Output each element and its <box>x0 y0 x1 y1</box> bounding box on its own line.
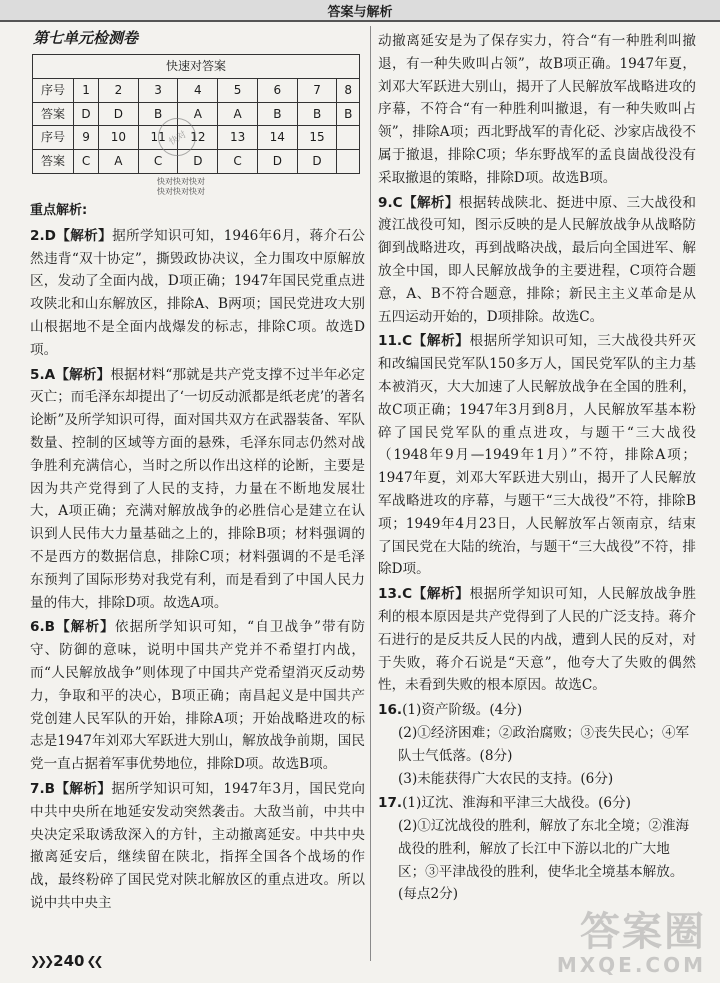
table-cell: 3 <box>138 78 178 102</box>
table-cell: 15 <box>297 126 337 150</box>
row-header: 答案 <box>33 150 74 174</box>
table-cell: A <box>218 102 258 126</box>
answer-letter: B <box>44 780 55 797</box>
table-cell: B <box>297 102 337 126</box>
answer-letter: C <box>392 194 403 211</box>
table-cell: B <box>337 102 360 126</box>
stamp-text: 快对 <box>167 129 189 148</box>
double-chevron-right-icon: ❯❯❯ <box>30 954 52 968</box>
explanation-text: 据所学知识可知，1947年3月，国民党向中共中央所在地延安发动突然袭击。大敌当前，中共中央决定采取诱敌深入的方针，主动撤离延安。中共中央撤离延安后，继续留在陕北，指挥全国各个战场的作战，最终粉碎了国民党对陕北解放区的重点进攻。所以说中共中央主 <box>30 780 366 911</box>
table-cell: D <box>99 102 139 126</box>
table-cell: 11 <box>138 126 178 150</box>
table-cell: 8 <box>337 78 360 102</box>
analysis-tag: 【解析】 <box>412 333 470 350</box>
explanation-item <box>30 364 365 615</box>
table-cell: C <box>218 150 258 174</box>
stamp-note <box>157 177 365 197</box>
table-cell: D <box>257 150 297 174</box>
explanation-text: 根据所学知识可知，三大战役共歼灭和改编国民党军队150多万人，国民党军队的主力基本被消灭，大大加速了人民解放战争在全国的胜利，故C项正确；1947年3月到8月，人民解放军基本粉碎了国民党军队的重点进攻，与题干“三大战役（1948年9月—1949年1月）”不符，排除A项；1947年夏，刘邓大军跃进大别山，揭开了人民解放军战略进攻的序幕，与题干“三大战役”不符，排除B项；1949年4月23日，人民解放军占领南京，结束了国民党在大陆的统治，与题干“三大战役”不符，排除D项。 <box>378 333 697 578</box>
answer-letter: A <box>44 366 56 383</box>
q17-line-1: (1)辽沈、淮海和平津三大战役。(6分) <box>402 795 631 812</box>
table-cell: 12 <box>178 126 218 150</box>
table-cell: 14 <box>257 126 297 150</box>
table-cell: C <box>138 150 178 174</box>
table-cell: 5 <box>218 78 258 102</box>
table-cell: 2 <box>99 78 139 102</box>
watermark-text: 答案圈 <box>580 909 706 955</box>
table-cell: D <box>178 150 218 174</box>
stamp-note-line: 快对快对快对 <box>157 186 205 196</box>
analysis-tag: 【解析】 <box>55 780 112 797</box>
explanation-text: 根据材料“那就是共产党支撑不过半年必定灭亡；而毛泽东却提出了‘一切反动派都是纸老虎’的著名论断”及所学知识可得，面对国共双方在武器装备、军队数量、控制的区域等方面的悬殊，毛泽东同志仍然对战争胜利充满信心，当时之所以作出这样的论断，主要是因为共产党得到了人民的支持，力量在不断地发展壮大，A项正确；充满对解放战争的必胜信心是建立在认识到人民伟大力量基础之上的，排除B项；材料强调的不是西方的数据信息，排除C项；材料强调的不是毛泽东预判了国际形势对我党有利，而是看到了中国人民力量的伟大，排除D项。故选A项。 <box>30 366 366 611</box>
question-number: 2. <box>30 227 45 244</box>
page-header <box>0 0 720 22</box>
left-items <box>30 225 365 915</box>
table-cell: B <box>257 102 297 126</box>
answer-letter: B <box>44 619 55 636</box>
page-number: 240 <box>53 952 85 970</box>
analysis-tag: 【解析】 <box>55 366 111 383</box>
table-caption: 快速对答案 <box>33 55 360 79</box>
table-cell: 9 <box>74 126 99 150</box>
question-number: 5. <box>30 366 45 383</box>
table-cell: D <box>74 102 99 126</box>
table-cell: 7 <box>297 78 337 102</box>
explanation-item <box>378 30 696 190</box>
analysis-tag: 【解析】 <box>412 586 470 603</box>
row-header: 序号 <box>33 126 74 150</box>
table-cell: 13 <box>218 126 258 150</box>
table-cell <box>337 150 360 174</box>
table-cell: D <box>297 150 337 174</box>
watermark <box>557 911 706 977</box>
explanation-text: 根据所学知识可知，人民解放战争胜利的根本原因是共产党得到了人民的广泛支持。蒋介石进行的是反共反人民的内战，遭到人民的反对，对于失败，蒋介石说是“天意”，他夸大了失败的偶然性，未看到失败的根本原因。故选C。 <box>378 586 697 694</box>
answer-letter: C <box>402 586 413 603</box>
explanation-item <box>30 225 365 362</box>
table-cell: 10 <box>99 126 139 150</box>
page-footer <box>30 952 101 970</box>
section-title: 第七单元检测卷 <box>33 29 139 47</box>
table-row <box>33 78 360 102</box>
key-analysis-heading: 重点解析: <box>30 202 88 218</box>
question-number: 13. <box>378 586 403 603</box>
question-number: 11. <box>378 333 403 350</box>
analysis-tag: 【解析】 <box>55 619 115 636</box>
table-cell: B <box>138 102 178 126</box>
q16-line-1: (1)资产阶级。(4分) <box>402 702 523 719</box>
row-header: 答案 <box>33 102 74 126</box>
row-header: 序号 <box>33 78 74 102</box>
question-16 <box>378 699 696 722</box>
q16-line-2: (2)①经济困难；②政治腐败；③丧失民心；④军队士气低落。(8分) <box>398 724 690 764</box>
header-title: 答案与解析 <box>327 4 393 20</box>
q17-line-2: (2)①辽沈战役的胜利，解放了东北全境；②淮海战役的胜利，解放了长江中下游以北的广大地区；③平津战役的胜利，使华北全境基本解放。(每点2分) <box>398 818 690 903</box>
question-number: 16. <box>378 702 403 719</box>
answer-letter: D <box>44 227 56 244</box>
explanation-item <box>378 192 696 329</box>
q16-line-3: (3)未能获得广大农民的支持。(6分) <box>398 770 614 787</box>
explanation-text: 根据转战陕北、挺进中原、三大战役和渡江战役可知，图示反映的是人民解放战争从战略防御到战略进攻，再到战略决战，最后向全国进军、解放全中国，即人民解放战争的主要进程，C项符合题意，A、B不符合题意，排除；新民主主义革命是从五四运动开始的，D项排除。故选C。 <box>378 194 697 325</box>
table-cell <box>337 126 360 150</box>
quick-answer-table <box>32 54 360 174</box>
explanation-item <box>378 583 696 697</box>
watermark-url: MXQE.COM <box>556 953 706 977</box>
question-number: 17. <box>378 795 403 812</box>
column-divider <box>370 26 371 961</box>
answer-letter: C <box>402 333 413 350</box>
question-number: 9. <box>378 194 393 211</box>
double-chevron-left-icon: ❮❮ <box>86 954 101 968</box>
table-cell: A <box>99 150 139 174</box>
explanation-text: 依据所学知识可知，“自卫战争”带有防守、防御的意味，说明中国共产党并不希望打内战，而“人民解放战争”则体现了中国共产党希望消灭反动势力，争取和平的决心，B项正确；南昌起义是中国共产党创建人民军队的开始，排除A项；开始战略进攻的标志是1947年刘邓大军跃进大别山，解放战争前期，国民党一直占据着军事优势地位，排除D项。故选B项。 <box>30 619 366 773</box>
table-row <box>33 102 360 126</box>
explanation-text: 据所学知识可知，1946年6月，蒋介石公然违背“双十协定”，撕毁政协决议，全力围攻中原解放区，发动了全面内战，D项正确；1947年国民党重点进攻陕北和山东解放区，排除A、B两项；国民党进攻大别山根据地不是全面内战爆发的标志，排除C项。故选D项。 <box>30 227 365 358</box>
explanation-item <box>30 616 365 776</box>
explanation-text: 动撤离延安是为了保存实力，符合“有一种胜利叫撤退，有一种失败叫占领”，故B项正确。1947年夏，刘邓大军跃进大别山，揭开了人民解放军战略进攻的序幕，不符合“有一种胜利叫撤退，有一种失败叫占领”，排除A项；西北野战军的青化砭、沙家店战役不属于撤退，排除C项；华东野战军的孟良崮战役没有采取撤退的策略，排除D项。故选B项。 <box>378 33 696 186</box>
table-cell: 6 <box>257 78 297 102</box>
table-cell: 4 <box>178 78 218 102</box>
stamp-note-line: 快对快对快对 <box>157 176 205 186</box>
explanation-item <box>378 330 696 581</box>
table-cell: C <box>74 150 99 174</box>
question-number: 6. <box>30 619 45 636</box>
question-17 <box>378 792 696 815</box>
table-cell: 1 <box>74 78 99 102</box>
analysis-tag: 【解析】 <box>402 194 459 211</box>
right-column <box>378 28 696 906</box>
table-row <box>33 150 360 174</box>
left-column <box>30 28 365 915</box>
right-items <box>378 30 696 697</box>
analysis-tag: 【解析】 <box>55 227 113 244</box>
question-number: 7. <box>30 780 45 797</box>
table-cell: A <box>178 102 218 126</box>
explanation-item <box>30 778 365 915</box>
